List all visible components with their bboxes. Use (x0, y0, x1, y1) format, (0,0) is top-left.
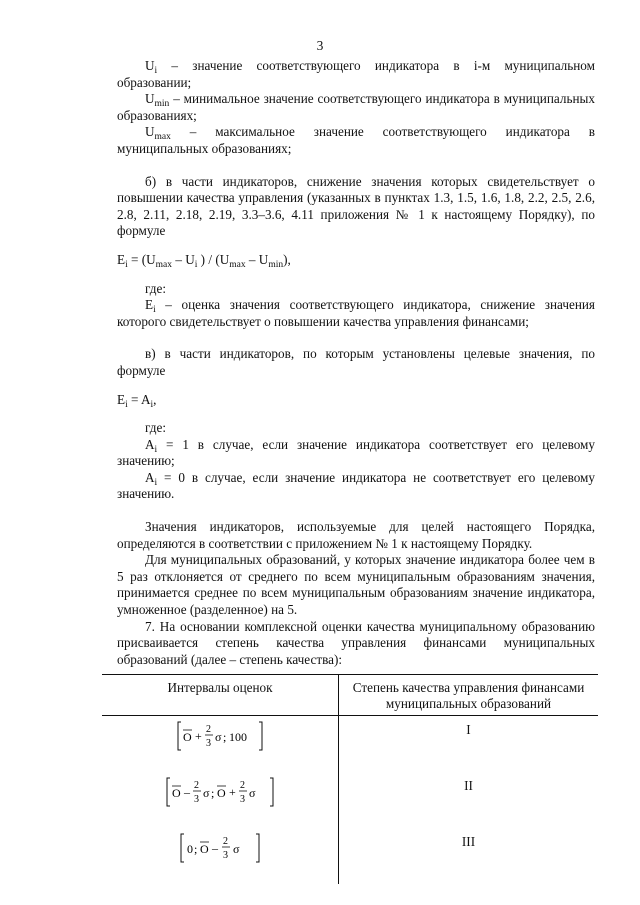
degree-cell: I (466, 722, 471, 737)
interval-formula-1 (177, 720, 263, 752)
svg-text:O: O (200, 842, 209, 856)
svg-text:3: 3 (223, 850, 228, 861)
table-row (102, 772, 598, 828)
svg-text:2: 2 (206, 724, 211, 735)
svg-text:+: + (195, 729, 202, 743)
interval-cell (102, 828, 339, 884)
paragraph-deviation-rule: Для муниципальных образований, у которых значение индикатора более чем в 5 раз отклоняется от среднего по всем муниципальным образованиям значения, принимается среднее по всем муниципальным образованиям значение индикатора, умноженное (разделенное) на 5. (117, 552, 595, 618)
paragraph-b: б) в части индикаторов, снижение значения которых свидетельствует о повышении качества управления (указанных в пунктах 1.3, 1.5, 1.6, 1.8, 2.2, 2.5, 2.6, 2.8, 2.11, 2.18, 2.19, 3.3–3.6, 4.11 приложения № 1 к настоящему Порядку), по формуле (117, 173, 595, 239)
paragraph-ai-0: $A_i = 0$ в случае, если значение индикатора не соответствует его целевому значению. (117, 469, 595, 502)
table-row (102, 828, 598, 884)
svg-text:O: O (172, 786, 181, 800)
svg-text:0: 0 (187, 842, 193, 856)
table-header-intervals: Интервалы оценок (102, 675, 339, 716)
document-body (117, 58, 595, 668)
interval-cell (102, 772, 339, 828)
interval-formula-3 (180, 832, 260, 864)
formula-1: $E_i = (U_{max} - U_i$ ) / $(U_{max} - U_{min})$, (117, 251, 291, 270)
table-row (102, 716, 598, 773)
degree-cell: III (461, 834, 476, 849)
svg-text:3: 3 (194, 794, 199, 805)
svg-text:;: ; (211, 786, 215, 800)
svg-text:O: O (183, 730, 192, 744)
interval-cell (102, 716, 339, 773)
where-label-2: где: (145, 420, 166, 436)
svg-text:2: 2 (240, 780, 245, 791)
svg-text:σ: σ (203, 786, 210, 800)
svg-text:σ: σ (249, 786, 256, 800)
quality-degree-table (102, 674, 598, 884)
degree-cell: II (464, 778, 473, 793)
paragraph-7: 7. На основании комплексной оценки качества муниципальному образованию присваивается степень качества управления финансами муниципальных образований (далее – степень качества): (117, 618, 595, 667)
paragraph-umax-definition: $U_{max}$ – максимальное значение соответствующего индикатора в муниципальных образованиях; (117, 124, 595, 156)
svg-text:;: ; (194, 842, 198, 856)
paragraph-umin-definition: $U_{min}$ – минимальное значение соответствующего индикатора в муниципальных образованиях; (117, 91, 595, 123)
svg-text:–: – (184, 785, 190, 799)
where-label-1: где: (145, 280, 166, 296)
table-header-degree: Степень качества управления финансами муниципальных образований (339, 675, 599, 716)
paragraph-ui-definition: $U_i$ – значение соответствующего индикатора в i-м муниципальном образовании; (117, 58, 595, 90)
svg-text:2: 2 (194, 780, 199, 791)
interval-formula-2 (166, 776, 274, 808)
svg-text:σ: σ (233, 842, 240, 856)
formula-2: $E_i = A_i$, (117, 391, 157, 410)
svg-text:3: 3 (206, 738, 211, 749)
page-number: 3 (316, 38, 324, 53)
svg-text:+: + (229, 785, 236, 799)
paragraph-ei-definition: $E_i$ – оценка значения соответствующего индикатора, снижение значения которого свидетельствует о повышении качества управления финансами; (117, 297, 595, 329)
svg-text:O: O (217, 786, 226, 800)
paragraph-ai-1: $A_i = 1$ в случае, если значение индикатора соответствует его целевому значению; (117, 436, 595, 469)
svg-text:2: 2 (223, 836, 228, 847)
svg-text:;: ; (223, 730, 227, 744)
svg-text:σ: σ (215, 730, 222, 744)
paragraph-indicator-values: Значения индикаторов, используемые для целей настоящего Порядка, определяются в соответствии с приложением № 1 к настоящему Порядку. (117, 519, 595, 551)
paragraph-v: в) в части индикаторов, по которым установлены целевые значения, по формуле (117, 346, 595, 378)
svg-text:3: 3 (240, 794, 245, 805)
svg-text:100: 100 (229, 730, 247, 744)
svg-text:–: – (212, 841, 218, 855)
